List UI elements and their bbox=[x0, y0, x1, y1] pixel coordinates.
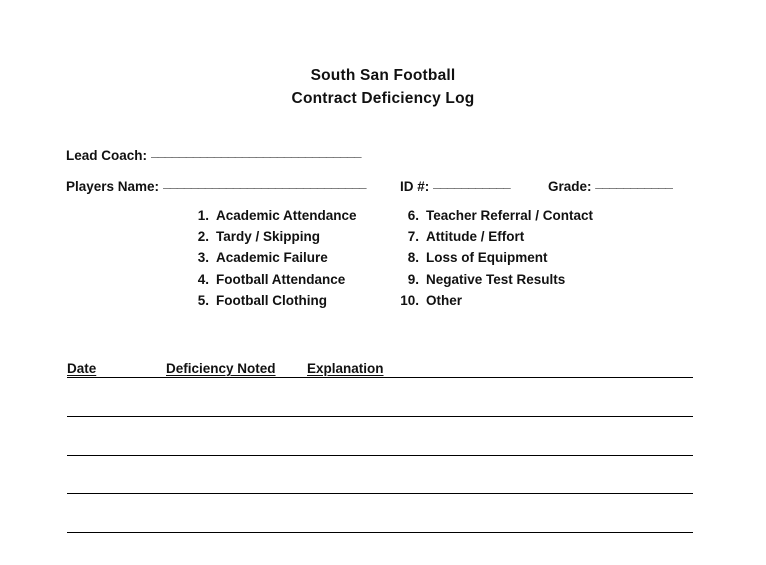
log-table-row-rule bbox=[67, 416, 693, 417]
list-item bbox=[396, 269, 593, 290]
grade-label: Grade: bbox=[548, 179, 592, 194]
list-item-number: 4. bbox=[197, 271, 209, 287]
list-item-label: Football Attendance bbox=[216, 271, 346, 287]
list-item-label: Negative Test Results bbox=[426, 271, 566, 287]
list-item-label: Football Clothing bbox=[216, 292, 327, 308]
list-item bbox=[396, 290, 593, 311]
deficiency-reason-list-left bbox=[186, 205, 357, 311]
id-number-field bbox=[400, 175, 513, 195]
list-item-number: 9. bbox=[407, 271, 419, 287]
list-item-label: Loss of Equipment bbox=[426, 250, 548, 266]
column-header-explanation: Explanation bbox=[307, 361, 384, 376]
id-number-input[interactable]: ___________ bbox=[433, 175, 511, 190]
list-item-number: 1. bbox=[197, 208, 209, 223]
list-item-label: Academic Attendance bbox=[216, 208, 357, 223]
list-item-number: 5. bbox=[197, 292, 209, 308]
list-item-label: Attitude / Effort bbox=[426, 229, 525, 245]
grade-field bbox=[548, 175, 677, 195]
list-item-number: 3. bbox=[197, 250, 209, 266]
list-item bbox=[186, 226, 357, 247]
players-name-field bbox=[66, 175, 373, 195]
list-item-number: 6. bbox=[407, 208, 419, 223]
column-header-deficiency-noted: Deficiency Noted bbox=[166, 361, 276, 376]
list-item-label: Academic Failure bbox=[216, 250, 328, 266]
lead-coach-input[interactable]: ______________________________ bbox=[150, 144, 362, 159]
players-name-label: Players Name: bbox=[66, 179, 160, 194]
lead-coach-label: Lead Coach: bbox=[66, 148, 148, 163]
list-item bbox=[396, 226, 593, 247]
log-table-row-rule bbox=[67, 455, 693, 456]
deficiency-reason-list-right bbox=[396, 205, 593, 311]
grade-input[interactable]: ___________ bbox=[595, 175, 673, 190]
log-table-row-rule bbox=[67, 532, 693, 533]
page-title bbox=[0, 64, 766, 110]
log-table-row-rule bbox=[67, 493, 693, 494]
list-item-number: 10. bbox=[400, 292, 419, 308]
title-line-primary: South San Football bbox=[310, 67, 456, 84]
list-item bbox=[186, 269, 357, 290]
players-name-input[interactable]: _____________________________ bbox=[162, 175, 367, 190]
list-item-number: 7. bbox=[407, 229, 419, 245]
list-item-number: 2. bbox=[197, 229, 209, 245]
log-table-header-rule bbox=[67, 377, 693, 378]
id-number-label: ID #: bbox=[400, 179, 430, 194]
list-item bbox=[186, 290, 357, 311]
list-item-label: Other bbox=[426, 292, 463, 308]
list-item-label: Teacher Referral / Contact bbox=[426, 208, 594, 223]
list-item bbox=[186, 205, 357, 226]
list-item-number: 8. bbox=[407, 250, 419, 266]
column-header-date: Date bbox=[67, 361, 97, 376]
list-item bbox=[396, 205, 593, 226]
lead-coach-field bbox=[66, 144, 365, 164]
title-line-secondary: Contract Deficiency Log bbox=[291, 90, 475, 107]
list-item bbox=[186, 247, 357, 268]
list-item bbox=[396, 247, 593, 268]
list-item-label: Tardy / Skipping bbox=[216, 229, 321, 245]
